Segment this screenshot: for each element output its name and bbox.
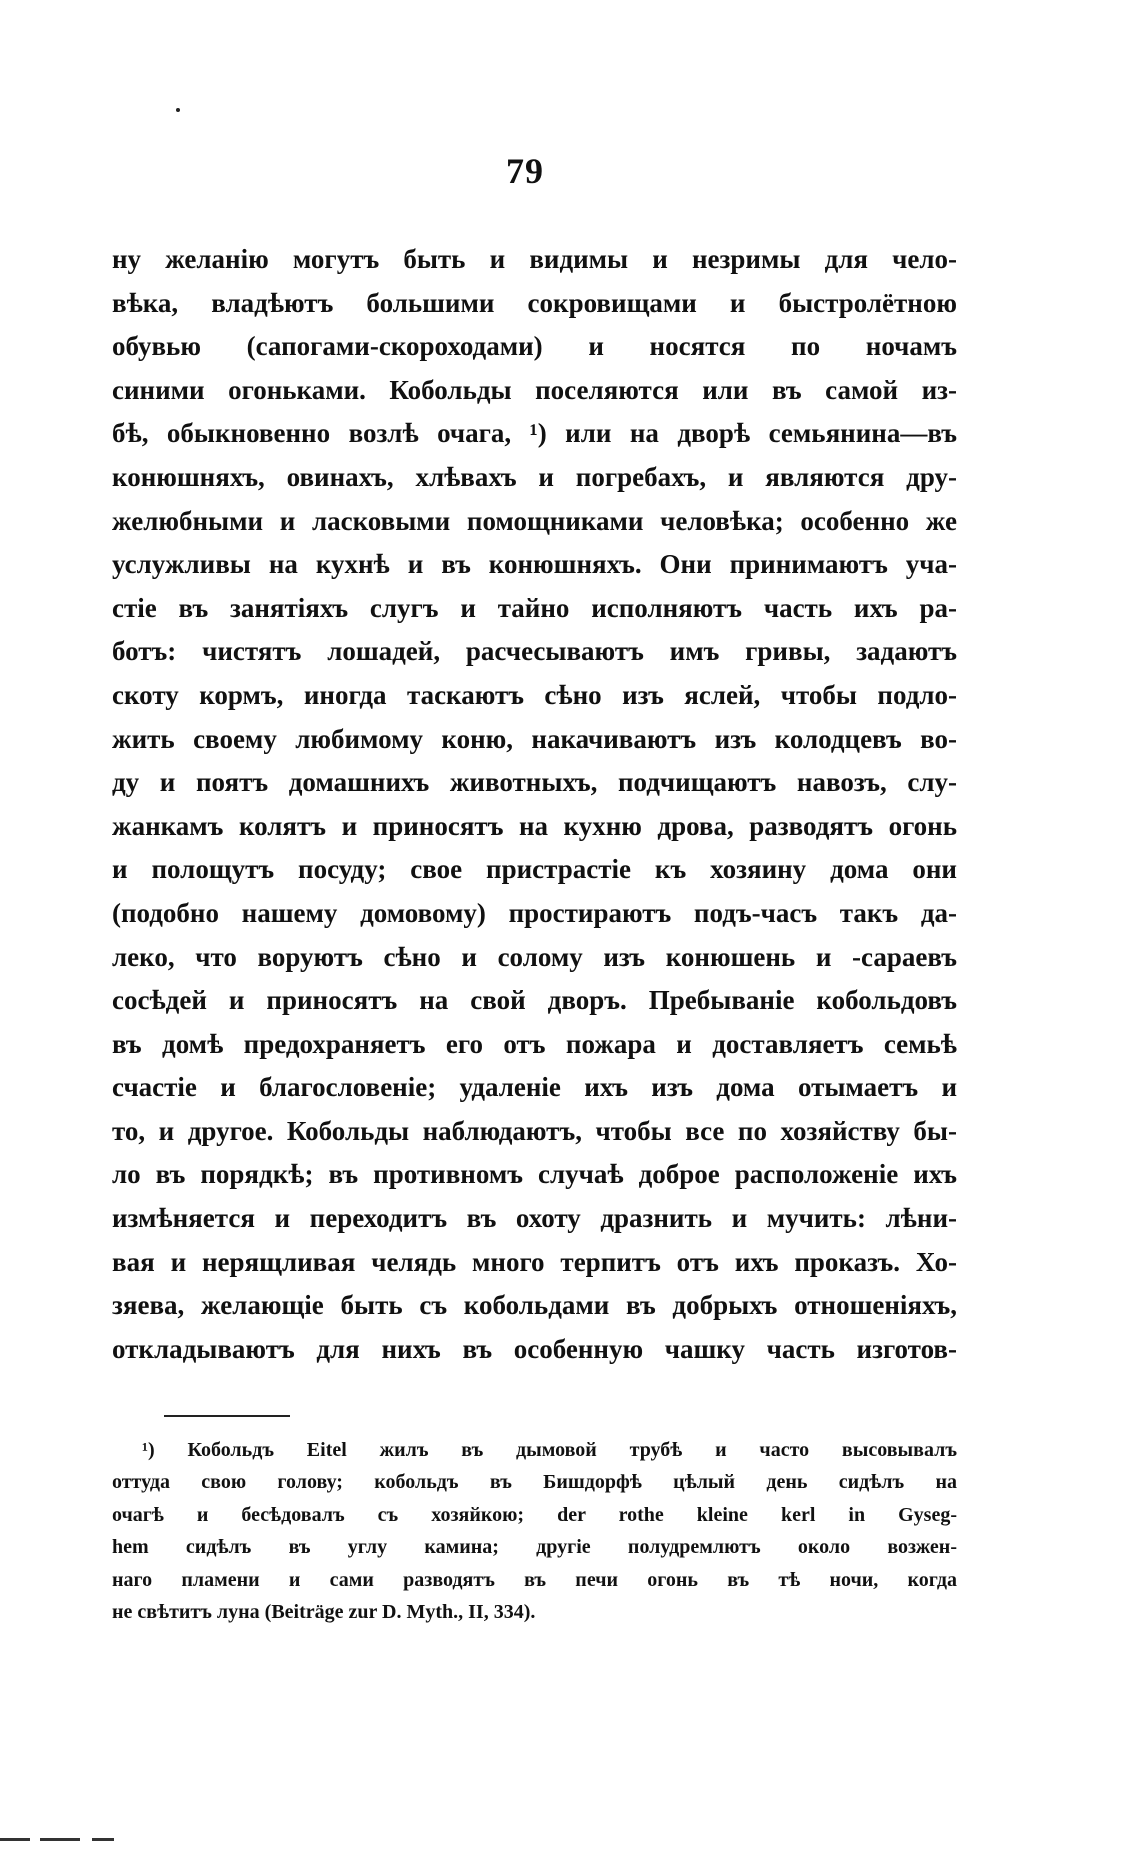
text-line: жить своему любимому коню, накачиваютъ изъ колодцевъ во- <box>112 723 957 754</box>
text-line: ботъ: чистятъ лошадей, расчесываютъ имъ гривы, задаютъ <box>112 636 957 667</box>
text-line: услужливы на кухнѣ и въ конюшняхъ. Они принимаютъ уча- <box>112 549 957 580</box>
text-line: ну желанію могутъ быть и видимы и незримы для чело- <box>112 244 957 274</box>
text-line: ду и поятъ домашнихъ животныхъ, подчищаютъ навозъ, слу- <box>112 767 957 798</box>
text-line: и полощутъ посуду; свое пристрастіе къ хозяину дома они <box>112 854 957 885</box>
footnote-line: очагѣ и бесѣдовалъ съ хозяйкою; der rothe kleine kerl in Gyseg- <box>112 1503 957 1526</box>
text-line: въ домѣ предохраняетъ его отъ пожара и доставляетъ семьѣ <box>112 1028 957 1059</box>
text-line: вая и нерящливая челядь много терпитъ отъ ихъ проказъ. Хо- <box>112 1246 957 1277</box>
text-line: леко, что воруютъ сѣно и солому изъ конюшень и -сараевъ <box>112 941 957 972</box>
text-line: скоту кормъ, иногда таскаютъ сѣно изъ яслей, чтобы подло- <box>112 679 957 710</box>
footnote-line: не свѣтитъ луна (Beiträge zur D. Myth., II, 334). <box>112 1600 536 1623</box>
text-line: обувью (сапогами-скороходами) и носятся по ночамъ <box>112 331 957 362</box>
text-line: конюшняхъ, овинахъ, хлѣвахъ и погребахъ, и являются дру- <box>112 461 957 492</box>
footnote-line: ¹) Кобольдъ Eitel жилъ въ дымовой трубѣ и часто высовывалъ <box>142 1439 957 1461</box>
footnote-line: наго пламени и сами разводятъ въ печи огонь въ тѣ ночи, когда <box>112 1568 957 1591</box>
scan-edge-marks <box>0 1838 160 1844</box>
footnote-line: оттуда свою голову; кобольдъ въ Бишдорфѣ цѣлый день сидѣлъ на <box>112 1471 957 1494</box>
text-line: зяева, желающіе быть съ кобольдами въ добрыхъ отношеніяхъ, <box>112 1290 957 1321</box>
text-line: откладываютъ для нихъ въ особенную чашку часть изготов- <box>112 1333 957 1364</box>
text-line: то, и другое. Кобольды наблюдаютъ, чтобы все по хозяйству бы- <box>112 1115 957 1146</box>
footnote-line: hem сидѣлъ въ углу камина; другіе полудремлютъ около возжен- <box>112 1536 957 1559</box>
text-line: жанкамъ колятъ и приносятъ на кухню дрова, разводятъ огонь <box>112 810 957 841</box>
text-line: желюбными и ласковыми помощниками человѣка; особенно же <box>112 505 957 536</box>
text-line: ло въ порядкѣ; въ противномъ случаѣ доброе расположеніе ихъ <box>112 1159 957 1190</box>
main-text-block <box>112 238 957 1371</box>
stray-ink-dot <box>176 108 180 112</box>
footnote-separator-rule <box>164 1415 290 1417</box>
footnote-block <box>112 1434 957 1628</box>
page-number: 79 <box>506 151 544 191</box>
text-line: бѣ, обыкновенно возлѣ очага, ¹) или на дворѣ семьянина—въ <box>112 418 957 449</box>
text-line: (подобно нашему домовому) простираютъ подъ-часъ такъ да- <box>112 897 957 928</box>
text-line: измѣняется и переходитъ въ охоту дразнить и мучить: лѣни- <box>112 1203 957 1234</box>
text-line: сосѣдей и приносятъ на свой дворъ. Пребываніе кобольдовъ <box>112 985 957 1016</box>
text-line: счастіе и благословеніе; удаленіе ихъ изъ дома отымаетъ и <box>112 1072 957 1103</box>
text-line: стіе въ занятіяхъ слугъ и тайно исполняютъ часть ихъ ра- <box>112 592 957 623</box>
text-line: синими огоньками. Кобольды поселяются или въ самой из- <box>112 374 957 405</box>
text-line: вѣка, владѣютъ большими сокровищами и быстролётною <box>112 287 957 318</box>
